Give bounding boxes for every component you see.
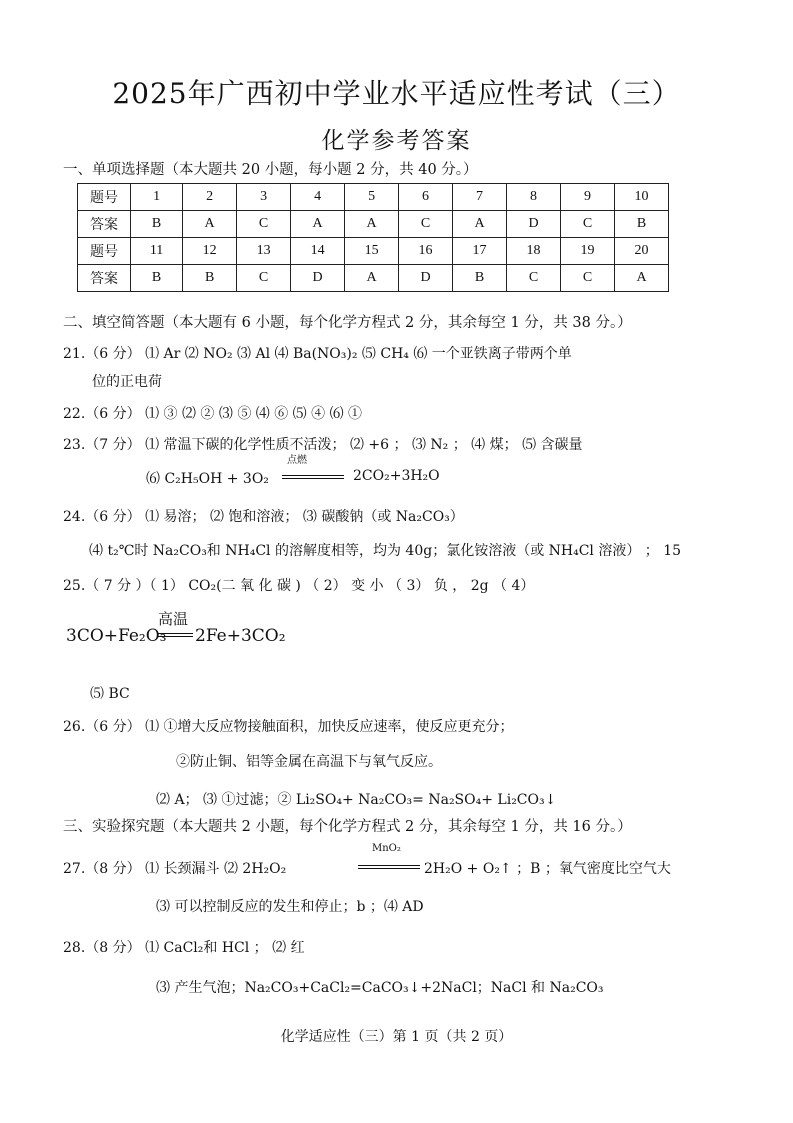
reaction-condition: MnO₂ [372,843,401,854]
reaction-condition: 高温 [158,611,189,628]
table-row [78,211,669,238]
table-row [78,184,669,211]
table-row [78,265,669,292]
table-cell: 7 [453,184,507,211]
table-cell: C [237,265,291,292]
table-cell: 14 [291,238,345,265]
header-cell: 答案 [78,265,131,292]
table-cell: 15 [345,238,399,265]
section-2-heading: 二、填空简答题（本大题有 6 小题，每个化学方程式 2 分，其余每空 1 分，共 38 分。） [63,315,632,331]
table-cell: D [291,265,345,292]
answer-table [77,183,669,292]
table-row [78,238,669,265]
answer-25-equation-right: 2Fe+3CO₂ [195,626,286,646]
equation-bar [157,636,193,637]
table-cell: 4 [291,184,345,211]
table-cell: 8 [507,184,561,211]
page-subtitle: 化学参考答案 [321,128,472,154]
equation-bar [358,868,420,869]
table-cell: 16 [399,238,453,265]
table-cell: A [615,265,669,292]
table-cell: B [615,211,669,238]
table-cell: B [131,211,183,238]
equation-bar [282,478,344,479]
answer-25-line-3: ⑸ BC [90,686,130,702]
answer-25-equation-left: 3CO+Fe₂O₃ [66,626,167,646]
table-cell: A [291,211,345,238]
page-title: 2025年广西初中学业水平适应性考试（三） [112,77,681,110]
answer-24-line-1: 24.（6 分） ⑴ 易溶； ⑵ 饱和溶液； ⑶ 碳酸钠（或 Na₂CO₃） [63,509,464,525]
table-cell: A [453,211,507,238]
table-cell: 9 [561,184,615,211]
table-cell: D [399,265,453,292]
table-cell: 18 [507,238,561,265]
answer-28-line-1: 28.（8 分） ⑴ CaCl₂和 HCl ； ⑵ 红 [63,940,305,956]
table-cell: C [237,211,291,238]
equation-bar [282,475,344,476]
table-cell: 6 [399,184,453,211]
table-cell: B [453,265,507,292]
table-cell: 13 [237,238,291,265]
answer-22: 22.（6 分） ⑴ ③ ⑵ ② ⑶ ⑤ ⑷ ⑥ ⑸ ④ ⑹ ① [63,406,363,422]
table-cell: A [345,265,399,292]
table-cell: 19 [561,238,615,265]
table-cell: 17 [453,238,507,265]
answer-27-line-1-left: 27.（8 分） ⑴ 长颈漏斗 ⑵ 2H₂O₂ [63,861,287,877]
answer-23-equation-left: ⑹ C₂H₅OH + 3O₂ [146,471,269,487]
equation-bar [157,633,193,634]
answer-27-line-2: ⑶ 可以控制反应的发生和停止；b ；⑷ AD [156,899,424,915]
table-cell: 5 [345,184,399,211]
answer-27-line-1-right: 2H₂O + O₂↑ ；B ；氧气密度比空气大 [424,861,671,877]
table-cell: C [399,211,453,238]
table-cell: 10 [615,184,669,211]
header-cell: 题号 [78,184,131,211]
section-3-heading: 三、实验探究题（本大题共 2 小题，每个化学方程式 2 分，其余每空 1 分，共 16 分。） [63,819,632,835]
table-cell: A [345,211,399,238]
equation-bar [358,865,420,866]
table-cell: 2 [183,184,237,211]
table-cell: 1 [131,184,183,211]
page-footer: 化学适应性（三）第 1 页（共 2 页） [280,1029,513,1045]
answer-26-line-2: ②防止铜、铝等金属在高温下与氧气反应。 [176,754,442,770]
answer-28-line-2: ⑶ 产生气泡；Na₂CO₃+CaCl₂=CaCO₃↓+2NaCl；NaCl 和 Na₂CO₃ [156,980,604,996]
table-cell: C [507,265,561,292]
reaction-condition: 点燃 [287,455,307,466]
section-1-heading: 一、单项选择题（本大题共 20 小题，每小题 2 分，共 40 分。） [63,162,478,178]
answer-25-line-1: 25.（ 7 分 ）（ 1） CO₂(二 氧 化 碳 ) （ 2） 变 小 （ 3） 负 ， 2g （ 4） [63,578,535,594]
answer-21-line-2: 位的正电荷 [92,374,162,390]
table-cell: A [183,211,237,238]
table-cell: 11 [131,238,183,265]
answer-23-line-1: 23.（7 分） ⑴ 常温下碳的化学性质不活泼； ⑵ +6 ； ⑶ N₂ ； ⑷ 煤； ⑸ 含碳量 [63,437,583,453]
table-cell: B [183,265,237,292]
table-cell: C [561,265,615,292]
header-cell: 题号 [78,238,131,265]
table-cell: B [131,265,183,292]
table-cell: C [561,211,615,238]
header-cell: 答案 [78,211,131,238]
table-cell: D [507,211,561,238]
table-cell: 3 [237,184,291,211]
answer-26-line-1: 26.（6 分） ⑴ ①增大反应物接触面积，加快反应速率，使反应更充分； [63,719,514,735]
answer-23-equation-right: 2CO₂+3H₂O [353,468,440,484]
answer-21-line-1: 21.（6 分） ⑴ Ar ⑵ NO₂ ⑶ Al ⑷ Ba(NO₃)₂ ⑸ CH₄ ⑹ 一个亚铁离子带两个单 [63,346,572,362]
table-cell: 20 [615,238,669,265]
answer-26-line-3: ⑵ A； ⑶ ①过滤；② Li₂SO₄+ Na₂CO₃= Na₂SO₄+ Li₂CO₃↓ [156,792,557,808]
answer-24-line-2: ⑷ t₂℃时 Na₂CO₃和 NH₄Cl 的溶解度相等，均为 40g；氯化铵溶液（或 NH₄Cl 溶液） ； 15 [89,543,682,559]
table-cell: 12 [183,238,237,265]
